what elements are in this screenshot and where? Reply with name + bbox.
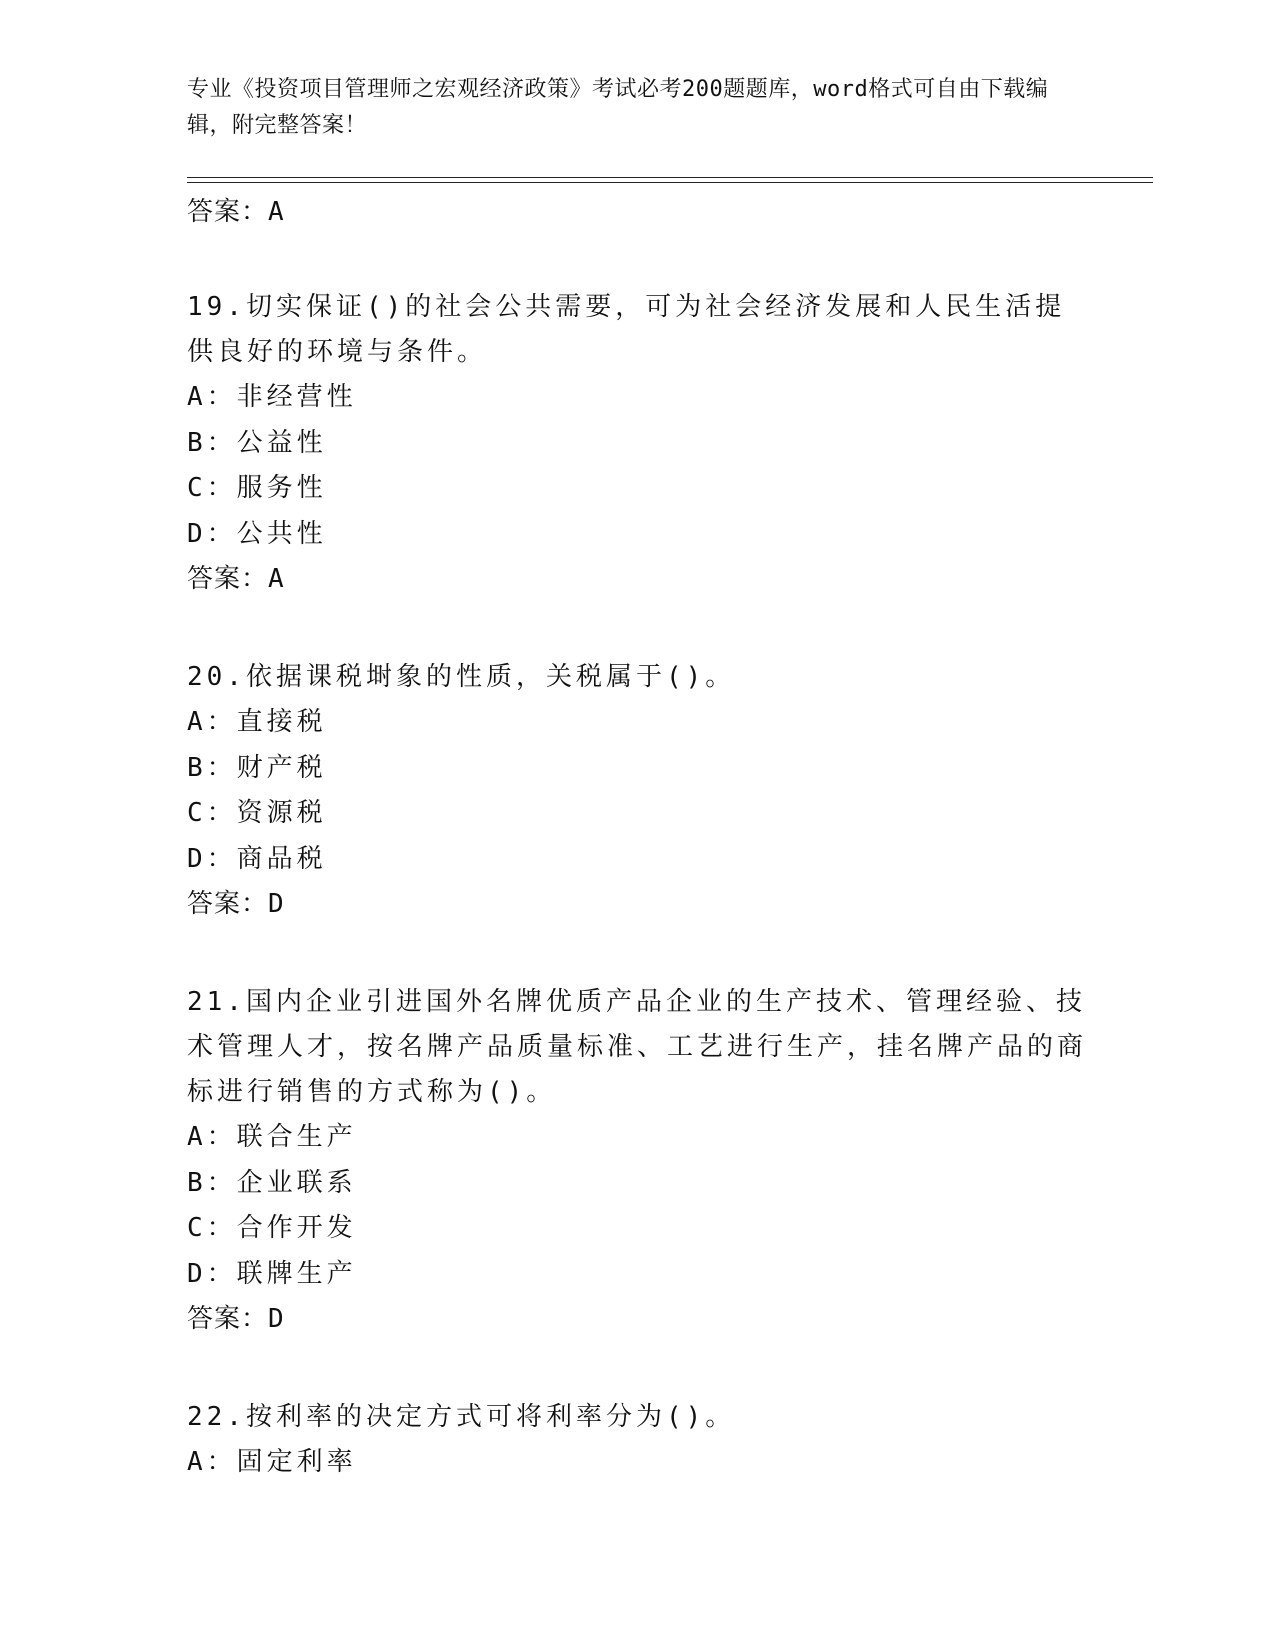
option-c: C：合作开发 — [187, 1213, 357, 1243]
answer: 答案：D — [187, 889, 285, 919]
question-20 — [187, 655, 1087, 927]
question-19 — [187, 285, 1087, 602]
option-d: D：联牌生产 — [187, 1258, 357, 1289]
option-d: D：商品税 — [187, 843, 327, 874]
question-list — [187, 192, 1087, 1539]
page-header: 专业《投资项目管理师之宏观经济政策》考试必考200题题库，word格式可自由下载编辑，附完整答案！ — [187, 77, 1049, 138]
question-stem: 21.国内企业引进国外名牌优质产品企业的生产技术、管理经验、技术管理人才，按名牌产品质量标准、工艺进行生产，挂名牌产品的商标进行销售的方式称为()。 — [187, 987, 1088, 1107]
previous-answer: 答案：A — [187, 197, 285, 227]
option-a: A：直接税 — [187, 707, 327, 737]
question-22 — [187, 1395, 1087, 1486]
question-21 — [187, 980, 1087, 1342]
answer: 答案：D — [187, 1304, 285, 1334]
question-stem: 19.切实保证()的社会公共需要，可为社会经济发展和人民生活提供良好的环境与条件。 — [187, 292, 1066, 367]
header-divider — [187, 177, 1153, 183]
option-b: B：公益性 — [187, 427, 327, 458]
option-b: B：财产税 — [187, 752, 327, 783]
option-a: A：非经营性 — [187, 382, 357, 412]
option-d: D：公共性 — [187, 518, 327, 549]
answer: 答案：A — [187, 564, 285, 594]
option-a: A：联合生产 — [187, 1122, 357, 1152]
option-c: C：服务性 — [187, 473, 327, 503]
option-a: A：固定利率 — [187, 1447, 357, 1477]
option-b: B：企业联系 — [187, 1167, 357, 1198]
option-c: C：资源税 — [187, 798, 327, 828]
question-stem: 22.按利率的决定方式可将利率分为()。 — [187, 1402, 736, 1432]
question-stem: 20.依据课税埘象的性质，关税属于()。 — [187, 662, 736, 692]
